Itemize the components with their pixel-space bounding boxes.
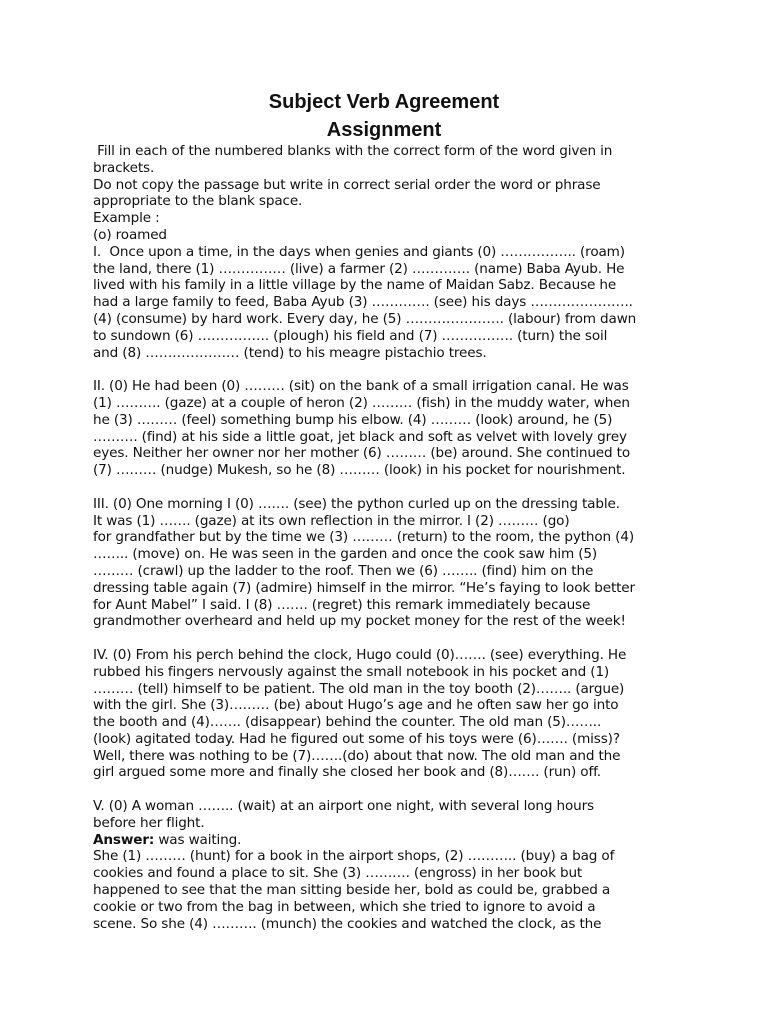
- instruction-line: Fill in each of the numbered blanks with the correct form of the word given in: [93, 143, 613, 159]
- instructions: [93, 143, 693, 244]
- passage-line: I. Once upon a time, in the days when genies and giants (0) …………….. (roam): [93, 243, 625, 260]
- passage-line: had a large family to feed, Baba Ayub (3) …………. (see) his days …………………..: [93, 294, 633, 311]
- passage-line: V. (0) A woman …….. (wait) at an airport one night, with several long hours: [93, 798, 594, 815]
- passage-line: ……… (tell) himself to be patient. The old man in the toy booth (2)…….. (argue): [93, 680, 625, 697]
- paragraph-gap: [93, 361, 693, 378]
- passage-2: [93, 378, 693, 479]
- passage-line: cookie or two from the bag in between, which she tried to ignore to avoid a: [93, 898, 596, 915]
- passage-line: and (8) ………………… (tend) to his meagre pistachio trees.: [93, 344, 487, 361]
- passage-line: the booth and (4)……. (disappear) behind the counter. The old man (5)……..: [93, 714, 602, 731]
- title-line-1: Subject Verb Agreement: [268, 91, 500, 113]
- document-title: [0, 88, 768, 144]
- passage-line: the land, there (1) …………… (live) a farmer (2) …………. (name) Baba Ayub. He: [93, 260, 625, 277]
- passage-line: II. (0) He had been (0) ……… (sit) on the bank of a small irrigation canal. He was: [93, 378, 629, 395]
- passage-line: scene. So she (4) ………. (munch) the cookies and watched the clock, as the: [93, 915, 602, 932]
- answer-label: Answer:: [93, 831, 155, 848]
- passage-line: to sundown (6) ……………. (plough) his field and (7) ……………. (turn) the soil: [93, 327, 608, 344]
- paragraph-gap: [93, 479, 693, 496]
- passage-line: happened to see that the man sitting beside her, bold as could be, grabbed a: [93, 882, 611, 899]
- title-line-2: Assignment: [326, 119, 442, 141]
- paragraph-gap: [93, 630, 693, 647]
- passage-4: [93, 647, 693, 781]
- instruction-line: appropriate to the blank space.: [93, 193, 303, 210]
- passage-line: ……… (crawl) up the ladder to the roof. Then we (6) …….. (find) him on the: [93, 562, 594, 579]
- passage-line: rubbed his fingers nervously against the small notebook in his pocket and (1): [93, 663, 610, 680]
- passage-line: he (3) ……… (feel) something bump his elbow. (4) ……… (look) around, he (5): [93, 411, 613, 428]
- instruction-line: Do not copy the passage but write in correct serial order the word or phrase: [93, 176, 601, 193]
- passage-3: [93, 496, 693, 630]
- passage-line: It was (1) ……. (gaze) at its own reflection in the mirror. I (2) ……… (go): [93, 512, 570, 529]
- passage-line: (7) ……… (nudge) Mukesh, so he (8) ……… (look) in his pocket for nourishment.: [93, 462, 626, 479]
- passage-line: before her flight.: [93, 814, 205, 831]
- passage-line: grandmother overheard and held up my pocket money for the rest of the week!: [93, 613, 626, 630]
- passage-line: cookies and found a place to sit. She (3) ………. (engross) in her book but: [93, 865, 583, 882]
- answer-line: [93, 832, 693, 849]
- passage-line: (1) ………. (gaze) at a couple of heron (2) ……… (fish) in the muddy water, when: [93, 394, 630, 411]
- passage-line: She (1) ……… (hunt) for a book in the airport shops, (2) ……….. (buy) a bag of: [93, 848, 615, 865]
- instruction-line: brackets.: [93, 159, 155, 176]
- passage-line: (4) (consume) by hard work. Every day, he (5) …………………. (labour) from dawn: [93, 310, 637, 327]
- passage-5: [93, 798, 693, 932]
- passage-line: lived with his family in a little village by the name of Maidan Sabz. Because he: [93, 277, 617, 294]
- passage-line: Well, there was nothing to be (7)…….(do) about that now. The old man and the: [93, 747, 621, 764]
- passage-1: [93, 244, 693, 362]
- passage-line: IV. (0) From his perch behind the clock, Hugo could (0)……. (see) everything. He: [93, 646, 627, 663]
- passage-line: eyes. Neither her owner nor her mother (6) ……… (be) around. She continued to: [93, 445, 631, 462]
- document-body: [93, 143, 693, 932]
- example-label: Example :: [93, 210, 160, 227]
- passage-line: for Aunt Mabel” I said. I (8) ……. (regret) this remark immediately because: [93, 596, 591, 613]
- passage-line: III. (0) One morning I (0) ……. (see) the python curled up on the dressing table.: [93, 495, 620, 512]
- passage-line: with the girl. She (3)……… (be) about Hugo’s age and he often saw her go into: [93, 697, 619, 714]
- passage-line: girl argued some more and finally she closed her book and (8)……. (run) off.: [93, 764, 601, 781]
- answer-text: was waiting.: [154, 831, 242, 848]
- paragraph-gap: [93, 781, 693, 798]
- example-answer: (o) roamed: [93, 226, 167, 243]
- passage-line: (look) agitated today. Had he figured out some of his toys were (6)……. (miss)?: [93, 730, 620, 747]
- passage-line: ………. (find) at his side a little goat, jet black and soft as velvet with lovely grey: [93, 428, 627, 445]
- passage-line: dressing table again (7) (admire) himself in the mirror. “He’s faying to look better: [93, 579, 635, 596]
- passage-line: for grandfather but by the time we (3) ……… (return) to the room, the python (4): [93, 529, 634, 546]
- passage-line: …….. (move) on. He was seen in the garden and once the cook saw him (5): [93, 546, 598, 563]
